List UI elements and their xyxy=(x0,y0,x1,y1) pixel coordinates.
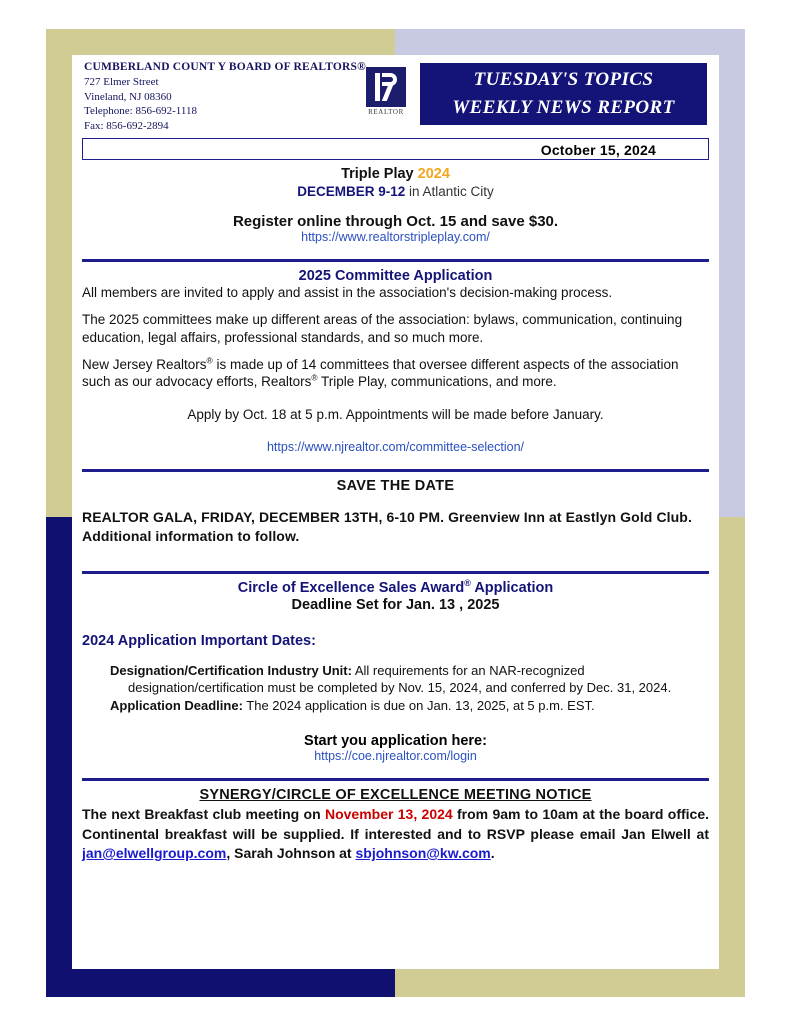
committee-deadline: Apply by Oct. 18 at 5 p.m. Appointments will be made before January. xyxy=(187,407,604,423)
committee-link[interactable]: https://www.njrealtor.com/committee-selection/ xyxy=(266,439,525,454)
organization-info xyxy=(84,60,366,133)
realtor-logo xyxy=(360,67,412,116)
decorative-band-right-lavender xyxy=(719,55,745,517)
content-sheet xyxy=(72,55,719,969)
synergy-email-sarah[interactable]: sbjohnson@kw.com xyxy=(355,844,491,861)
committee-paragraph-3 xyxy=(82,356,709,391)
registered-mark-1: ® xyxy=(206,355,213,366)
banner-title-line2: WEEKLY NEWS REPORT xyxy=(452,97,675,118)
organization-telephone: Telephone: 856-692-1118 xyxy=(84,105,197,118)
section-circle-of-excellence xyxy=(82,574,709,772)
registered-mark-2: ® xyxy=(311,372,318,383)
coe-link[interactable]: https://coe.njrealtor.com/login xyxy=(314,749,477,764)
list-item xyxy=(110,698,709,715)
coe-heading-line1 xyxy=(82,577,709,596)
section-triple-play xyxy=(82,160,709,252)
organization-street: 727 Elmer Street xyxy=(84,76,159,89)
triple-play-title-text: Triple Play xyxy=(341,166,418,182)
section-committee-application xyxy=(82,262,709,462)
save-the-date-body: REALTOR GALA, FRIDAY, DECEMBER 13TH, 6-10 PM. Greenview Inn at Eastlyn Gold Club. Additional information to follow. xyxy=(82,508,692,544)
triple-play-title xyxy=(82,166,709,182)
committee-paragraph-1: All members are invited to apply and assist in the association's decision-making process. xyxy=(82,285,613,300)
registered-mark-3: ® xyxy=(464,577,471,588)
triple-play-register: Register online through Oct. 15 and save $30. xyxy=(232,213,559,230)
section-synergy-notice xyxy=(82,781,709,871)
committee-p3-b: is made up of 14 committees that oversee different aspects of the association such as our advocacy efforts, Realtors xyxy=(82,356,679,390)
committee-heading: 2025 Committee Application xyxy=(298,268,493,284)
coe-subheading: 2024 Application Important Dates: xyxy=(82,632,316,649)
decorative-band-left-khaki xyxy=(46,55,72,517)
organization-fax: Fax: 856-692-2894 xyxy=(84,119,169,132)
coe-dates-list xyxy=(82,663,709,716)
synergy-meeting-date: November 13, 2024 xyxy=(324,806,453,823)
decorative-band-top-left xyxy=(46,29,395,55)
synergy-body-2: from 9am to 10am at the board office. Continental breakfast will be supplied. If interested and to RSVP please email Jan Elwell at xyxy=(82,806,709,842)
coe-heading-a: Circle of Excellence Sales Award xyxy=(237,579,465,596)
issue-date-bar: October 15, 2024 xyxy=(82,138,709,160)
committee-paragraph-2: The 2025 committees make up different areas of the association: bylaws, communication, continuing education, legal affairs, professional standards, and so much more. xyxy=(82,312,683,345)
triple-play-dates: DECEMBER 9-12 xyxy=(297,184,406,199)
triple-play-link[interactable]: https://www.realtorstripleplay.com/ xyxy=(301,230,490,244)
triple-play-year: 2024 xyxy=(417,166,450,182)
coe-cta: Start you application here: xyxy=(304,733,487,750)
coe-item-0-text: All requirements for an NAR-recognized designation/certification must be completed by Nov. 15, 2024, and conferred by Dec. 31, 2024. xyxy=(128,662,672,695)
realtor-r-icon xyxy=(366,67,406,107)
realtor-logo-label: REALTOR xyxy=(368,108,404,116)
coe-heading-line2: Deadline Set for Jan. 13 , 2025 xyxy=(291,596,500,613)
list-item xyxy=(110,663,709,697)
save-the-date-heading: SAVE THE DATE xyxy=(336,477,455,494)
synergy-email-jan[interactable]: jan@elwellgroup.com xyxy=(82,844,227,861)
triple-play-dates-line xyxy=(82,184,709,199)
organization-city: Vineland, NJ 08360 xyxy=(84,90,172,103)
synergy-body xyxy=(82,805,709,863)
decorative-band-left-navy xyxy=(46,517,72,997)
decorative-band-top-right xyxy=(395,29,745,55)
organization-name: CUMBERLAND COUNT Y BOARD OF REALTORS® xyxy=(84,61,366,73)
synergy-body-3: , Sarah Johnson at xyxy=(226,844,356,861)
coe-item-1-text: The 2024 application is due on Jan. 13, 2025, at 5 p.m. EST. xyxy=(242,698,595,714)
decorative-band-bottom-khaki xyxy=(395,969,745,997)
committee-p3-c: Triple Play, communications, and more. xyxy=(317,374,557,390)
section-save-the-date xyxy=(82,472,709,564)
committee-p3-a: New Jersey Realtors xyxy=(82,356,207,372)
synergy-body-4: . xyxy=(490,844,495,861)
triple-play-location: in Atlantic City xyxy=(405,184,494,199)
decorative-band-bottom-navy xyxy=(46,969,395,997)
masthead xyxy=(72,55,719,135)
coe-heading-b: Application xyxy=(470,579,554,596)
synergy-heading: SYNERGY/CIRCLE OF EXCELLENCE MEETING NOTICE xyxy=(199,787,592,804)
decorative-band-right-khaki xyxy=(719,517,745,997)
synergy-body-1: The next Breakfast club meeting on xyxy=(82,806,325,823)
newsletter-banner xyxy=(420,63,707,125)
banner-title-line1: TUESDAY'S TOPICS xyxy=(473,69,654,91)
newsletter-page xyxy=(46,29,745,997)
coe-item-0-label: Designation/Certification Industry Unit: xyxy=(110,662,352,678)
coe-item-1-label: Application Deadline: xyxy=(110,698,243,714)
